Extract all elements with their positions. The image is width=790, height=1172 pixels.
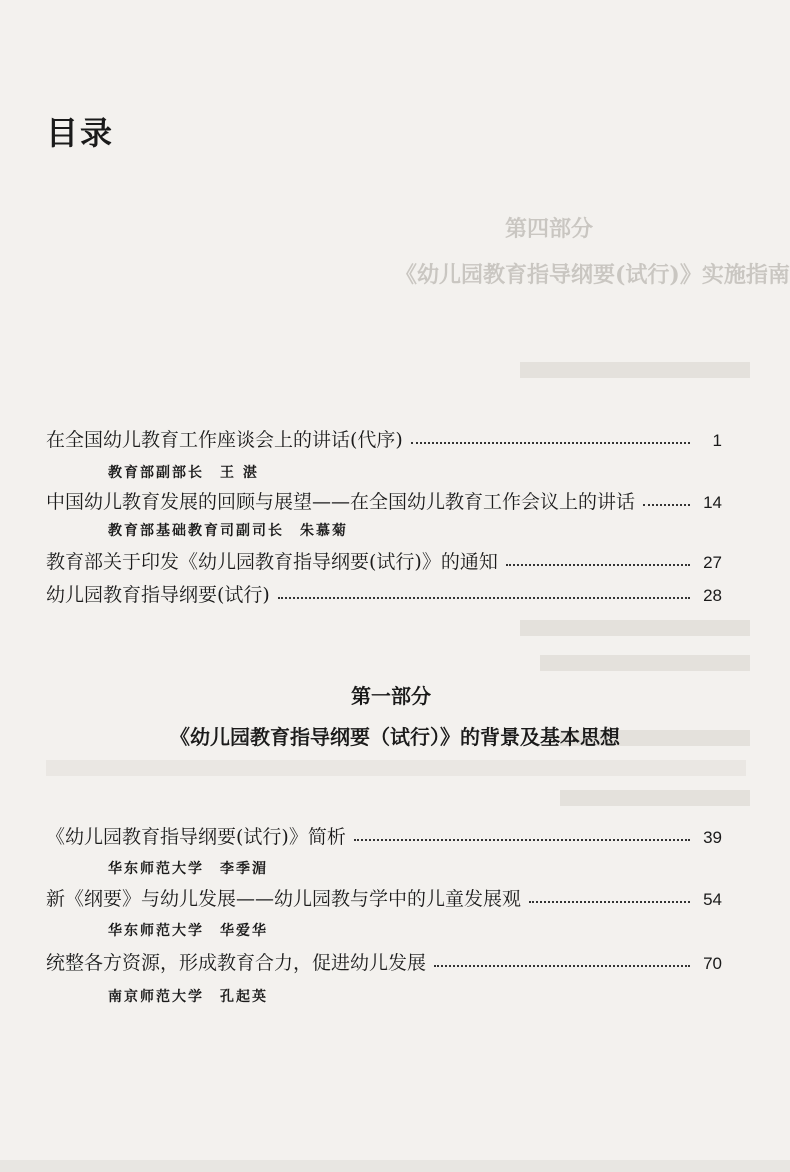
toc-author <box>108 520 348 540</box>
toc-author <box>108 986 268 1006</box>
toc-page-number: 27 <box>703 553 722 572</box>
leader-dots <box>506 563 690 566</box>
toc-entry-title: 幼儿园教育指导纲要(试行) <box>46 584 270 606</box>
toc-entry-title: 教育部关于印发《幼儿园教育指导纲要(试行)》的通知 <box>46 551 498 573</box>
toc-author <box>108 462 259 482</box>
part-subtitle: 《幼儿园教育指导纲要（试行）》的背景及基本思想 <box>170 725 620 749</box>
bleed-through-text: 《幼儿园教育指导纲要(试行)》实施指南 <box>395 262 790 288</box>
toc-entry[interactable] <box>46 425 722 452</box>
author-name: 朱慕菊 <box>300 523 348 539</box>
page-title: 目录 <box>46 114 115 152</box>
bleed-through-text: 第四部分 <box>505 216 594 242</box>
bleed-through-line <box>540 655 750 671</box>
toc-entry[interactable] <box>46 884 722 911</box>
toc-entry[interactable] <box>46 948 722 975</box>
toc-entry-title: 在全国幼儿教育工作座谈会上的讲话(代序) <box>46 429 403 451</box>
toc-entry[interactable] <box>46 487 722 514</box>
author-org: 教育部基础教育司副司长 <box>108 523 284 539</box>
author-name: 孔起英 <box>220 989 268 1005</box>
toc-page-number: 70 <box>703 954 722 973</box>
author-org: 南京师范大学 <box>108 989 204 1005</box>
bleed-through-line <box>46 760 746 776</box>
author-name: 华爱华 <box>220 923 268 939</box>
bleed-through-line <box>520 620 750 636</box>
toc-entry[interactable] <box>46 822 722 849</box>
toc-author <box>108 920 268 940</box>
part-label: 第一部分 <box>351 684 431 708</box>
author-org: 教育部副部长 <box>108 465 204 481</box>
toc-author <box>108 858 268 878</box>
toc-entry-title: 中国幼儿教育发展的回顾与展望——在全国幼儿教育工作会议上的讲话 <box>46 491 636 513</box>
toc-page-number: 28 <box>703 586 722 605</box>
toc-entry-title: 《幼儿园教育指导纲要(试行)》简析 <box>46 826 346 848</box>
leader-dots <box>434 964 690 967</box>
bleed-through-line <box>560 790 750 806</box>
author-org: 华东师范大学 <box>108 861 204 877</box>
toc-page-number: 14 <box>703 493 722 512</box>
author-name: 李季湄 <box>220 861 268 877</box>
author-org: 华东师范大学 <box>108 923 204 939</box>
toc-page-number: 1 <box>712 431 722 450</box>
toc-page-number: 54 <box>703 890 722 909</box>
author-name: 王 湛 <box>220 465 259 481</box>
toc-entry[interactable] <box>46 547 722 574</box>
leader-dots <box>411 441 690 444</box>
toc-entry-title: 统整各方资源，形成教育合力，促进幼儿发展 <box>46 952 427 974</box>
bleed-through-line <box>520 362 750 378</box>
page-bottom-edge <box>0 1160 790 1172</box>
leader-dots <box>643 503 690 506</box>
toc-page-number: 39 <box>703 828 722 847</box>
leader-dots <box>354 838 690 841</box>
toc-entry[interactable] <box>46 580 722 607</box>
leader-dots <box>529 900 690 903</box>
leader-dots <box>278 596 690 599</box>
toc-entry-title: 新《纲要》与幼儿发展——幼儿园教与学中的儿童发展观 <box>46 888 522 910</box>
